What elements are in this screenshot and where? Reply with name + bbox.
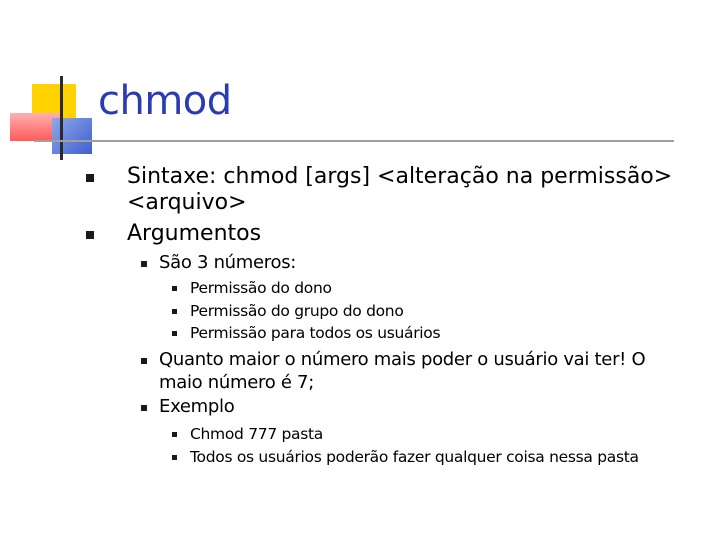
bullet-arguments: Argumentos <box>127 221 262 246</box>
title-decoration-blue-square <box>52 118 92 154</box>
bullet-quanto-maior-line1: Quanto maior o número mais poder o usuário vai ter! O <box>159 349 646 370</box>
bullet-marker <box>141 405 147 411</box>
bullet-sao-3-numeros: São 3 números: <box>159 252 297 273</box>
bullet-quanto-maior-line2: maio número é 7; <box>159 372 314 393</box>
bullet-chmod-777: Chmod 777 pasta <box>190 425 323 443</box>
bullet-exemplo: Exemplo <box>159 396 235 417</box>
bullet-permissao-grupo: Permissão do grupo do dono <box>190 302 404 320</box>
title-underline <box>34 140 674 142</box>
bullet-permissao-dono: Permissão do dono <box>190 279 332 297</box>
bullet-permissao-todos: Permissão para todos os usuários <box>190 324 441 342</box>
bullet-marker <box>172 432 177 437</box>
title-decoration-vertical-line <box>60 76 63 160</box>
bullet-marker <box>172 286 177 291</box>
bullet-marker <box>86 174 94 182</box>
bullet-marker <box>86 231 94 239</box>
bullet-todos-usuarios: Todos os usuários poderão fazer qualquer coisa nessa pasta <box>190 448 639 466</box>
bullet-marker <box>141 261 147 267</box>
bullet-marker <box>141 358 147 364</box>
bullet-syntax-line1: Sintaxe: chmod [args] <alteração na permissão> <box>127 164 673 189</box>
bullet-marker <box>172 331 177 336</box>
bullet-marker <box>172 309 177 314</box>
bullet-syntax-line2: <arquivo> <box>127 190 247 215</box>
bullet-marker <box>172 455 177 460</box>
slide-title: chmod <box>98 78 232 124</box>
